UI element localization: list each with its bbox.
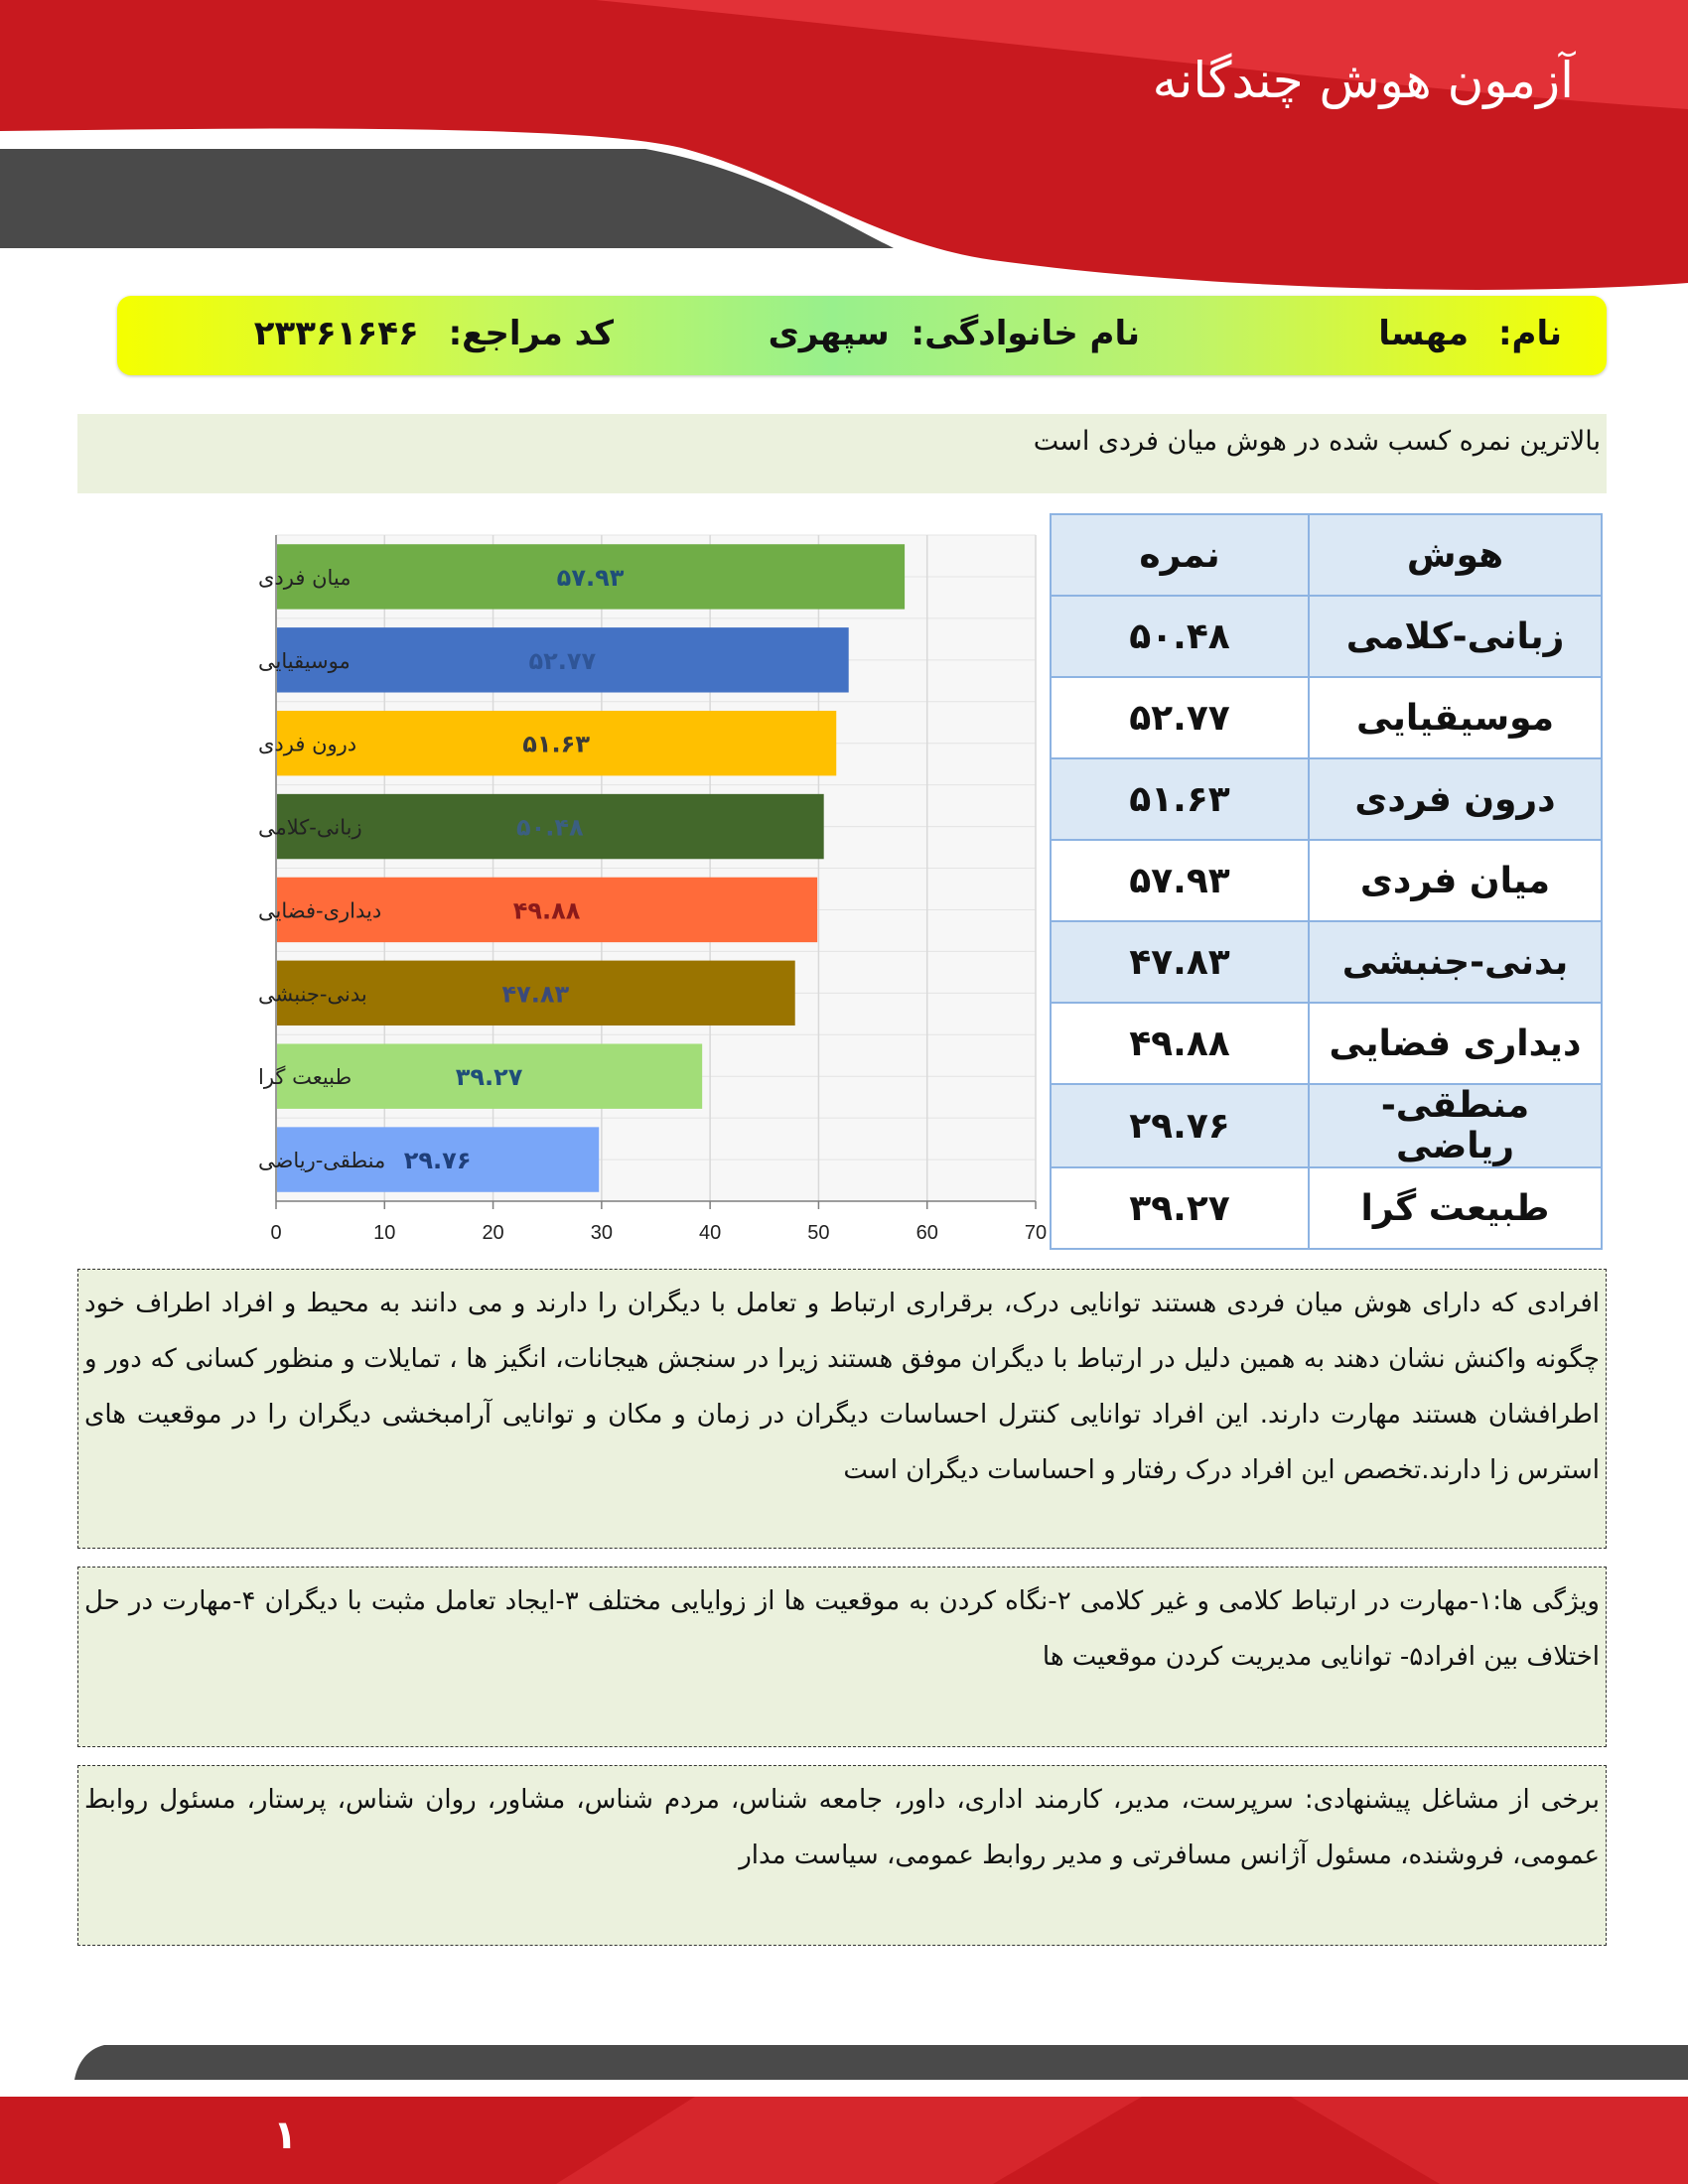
score-cell: ۴۹.۸۸ — [1051, 1003, 1309, 1084]
intelligence-cell: منطقی-ریاضی — [1309, 1084, 1602, 1167]
data-label: ۴۹.۸۸ — [512, 896, 581, 925]
page-number: ۱ — [273, 2113, 298, 2158]
intelligence-cell: دیداری فضایی — [1309, 1003, 1602, 1084]
table-row — [1051, 758, 1602, 840]
intelligence-cell: طبیعت گرا — [1309, 1167, 1602, 1249]
header-background — [0, 0, 1688, 298]
client-info-bar — [117, 296, 1607, 375]
jobs-text: برخی از مشاغل پیشنهادی: سرپرست، مدیر، کارمند اداری، داور، جامعه شناس، مردم شناس، مشاور، روان شناس، پرستار، مسئول روابط عمومی، فروشنده، مسئول آژانس مسافرتی و مدیر روابط عمومی، سیاست مدار — [84, 1785, 1600, 1870]
name-info — [1378, 314, 1562, 353]
data-label: ۵۲.۷۷ — [528, 646, 597, 675]
score-cell: ۵۷.۹۳ — [1051, 840, 1309, 921]
score-cell: ۴۷.۸۳ — [1051, 921, 1309, 1003]
code-label: کد مراجع: — [448, 314, 614, 353]
score-cell: ۵۲.۷۷ — [1051, 677, 1309, 758]
name-label: نام: — [1497, 314, 1562, 353]
category-label: درون فردی — [258, 732, 357, 756]
header-intelligence: هوش — [1309, 514, 1602, 596]
page-title: آزمون هوش چندگانه — [1152, 52, 1574, 109]
x-tick-label: 20 — [482, 1222, 504, 1244]
data-label: ۵۰.۴۸ — [515, 813, 584, 842]
table-row — [1051, 1084, 1602, 1167]
footer-background — [0, 2045, 1688, 2184]
table-row — [1051, 677, 1602, 758]
family-label: نام خانوادگی: — [911, 314, 1140, 353]
category-label: طبیعت گرا — [258, 1065, 352, 1090]
category-label: زبانی-کلامی — [258, 815, 362, 840]
intelligence-cell: زبانی-کلامی — [1309, 596, 1602, 677]
category-label: بدنی-جنبشی — [258, 982, 367, 1007]
score-cell: ۲۹.۷۶ — [1051, 1084, 1309, 1167]
data-label: ۳۹.۲۷ — [455, 1063, 523, 1092]
x-tick-label: 30 — [590, 1222, 613, 1244]
category-label: موسیقیایی — [258, 648, 351, 673]
category-label: میان فردی — [258, 565, 352, 590]
jobs-box — [77, 1765, 1607, 1946]
data-label: ۵۷.۹۳ — [556, 563, 625, 592]
intelligence-cell: درون فردی — [1309, 758, 1602, 840]
intelligence-cell: میان فردی — [1309, 840, 1602, 921]
intelligence-cell: بدنی-جنبشی — [1309, 921, 1602, 1003]
x-tick-label: 0 — [270, 1222, 282, 1244]
summary-box — [77, 414, 1607, 493]
intelligence-cell: موسیقیایی — [1309, 677, 1602, 758]
table-row — [1051, 1003, 1602, 1084]
x-tick-label: 40 — [699, 1222, 722, 1244]
category-label: منطقی-ریاضی — [258, 1149, 386, 1173]
table-header-row — [1051, 514, 1602, 596]
scores-bar-chart — [89, 521, 1062, 1256]
x-tick-label: 60 — [915, 1222, 938, 1244]
data-label: ۴۷.۸۳ — [501, 980, 570, 1009]
table-row — [1051, 1167, 1602, 1249]
description-box — [77, 1269, 1607, 1549]
x-tick-label: 50 — [807, 1222, 830, 1244]
score-cell: ۵۱.۶۳ — [1051, 758, 1309, 840]
table-row — [1051, 921, 1602, 1003]
features-text: ویژگی ها:۱-مهارت در ارتباط کلامی و غیر کلامی ۲-نگاه کردن به موقعیت ها از زوایایی مختلف ۳-ایجاد تعامل مثبت با دیگران ۴-مهارت در حل اختلاف بین افراد۵- توانایی مدیریت کردن موقعیت ها — [84, 1586, 1600, 1672]
data-label: ۲۹.۷۶ — [403, 1147, 472, 1175]
features-box — [77, 1567, 1607, 1747]
code-info — [254, 314, 614, 353]
score-table — [1050, 513, 1603, 1250]
score-cell: ۳۹.۲۷ — [1051, 1167, 1309, 1249]
code-value: ۲۳۳۶۱۶۴۶ — [253, 314, 419, 353]
x-tick-label: 10 — [373, 1222, 396, 1244]
category-label: دیداری-فضایی — [258, 898, 382, 923]
table-row — [1051, 840, 1602, 921]
table-row — [1051, 596, 1602, 677]
summary-text: بالاترین نمره کسب شده در هوش میان فردی است — [1033, 426, 1601, 457]
x-tick-label: 70 — [1024, 1222, 1048, 1244]
header-score: نمره — [1051, 514, 1309, 596]
description-text: افرادی که دارای هوش میان فردی هستند توانایی درک، برقراری ارتباط و تعامل با دیگران را دارند و می دانند به محیط و افراد اطراف خود چگونه واکنش نشان دهند به همین دلیل در ارتباط با دیگران موفق هستند زیرا در سنجش هیجانات، انگیز ها ، تمایلات و منظور کسانی که دور و اطرافشان هستند مهارت دارند. این افراد توانایی کنترل احساسات دیگران در زمان و مکان و توانایی آرامبخشی دیگران را در موقعیت های استرس زا دارند.تخصص این افراد درک رفتار و احساسات دیگران است — [84, 1289, 1600, 1485]
family-value: سپهری — [768, 314, 890, 353]
score-cell: ۵۰.۴۸ — [1051, 596, 1309, 677]
data-label: ۵۱.۶۳ — [522, 730, 590, 758]
family-info — [769, 314, 1140, 353]
name-value: مهسا — [1378, 314, 1470, 353]
